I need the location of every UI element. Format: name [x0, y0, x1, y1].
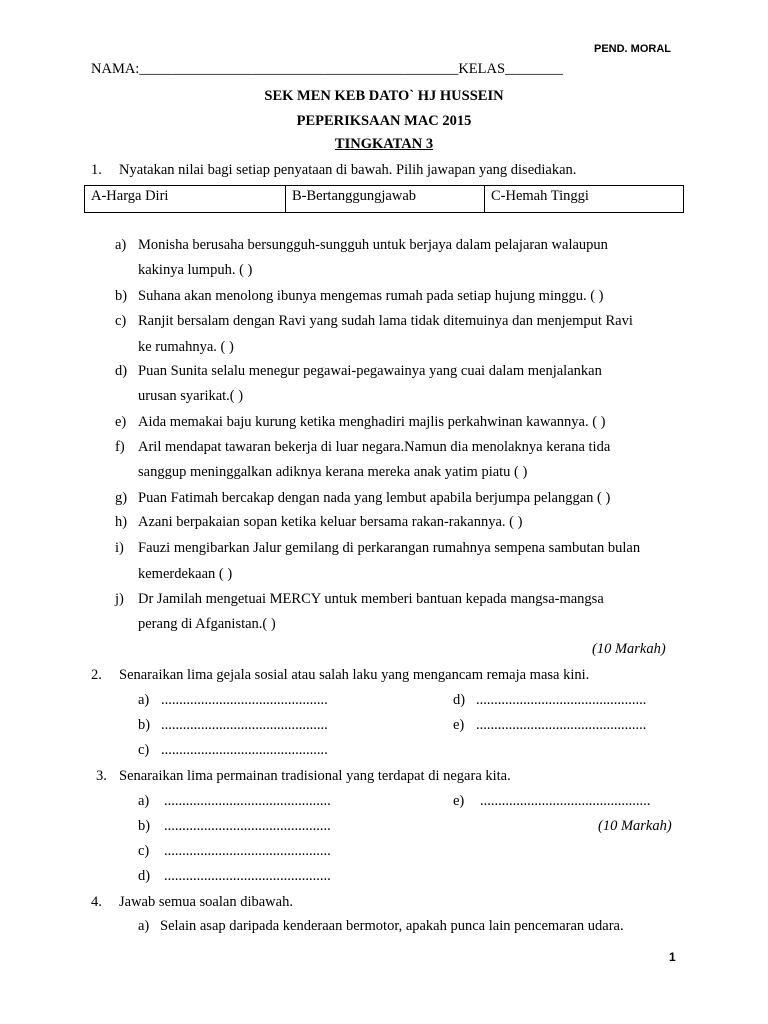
q1-item-line: Fauzi mengibarkan Jalur gemilang di perkarangan rumahnya sempena sambutan bulan	[138, 540, 641, 556]
q1-item-line: kakinya lumpuh. ( )	[138, 262, 253, 278]
q3-answer-line[interactable]: ..............................................	[164, 868, 331, 884]
q1-item-line: kemerdekaan ( )	[138, 566, 233, 582]
q1-number: 1.	[91, 162, 102, 178]
q1-item-label: b)	[115, 288, 128, 304]
q1-item-line: Ranjit bersalam dengan Ravi yang sudah lama tidak ditemuinya dan menjemput Ravi	[138, 313, 633, 329]
q2-number: 2.	[91, 667, 102, 683]
q3-answer-line[interactable]: ..............................................	[164, 793, 331, 809]
q1-item-line: Monisha berusaha bersungguh-sungguh untuk berjaya dalam pelajaran walaupun	[138, 237, 608, 253]
option-b: B-Bertanggungjawab	[286, 186, 485, 213]
q3-answer-label: e)	[453, 793, 465, 809]
q1-options-table	[84, 185, 684, 213]
q2-text: Senaraikan lima gejala sosial atau salah laku yang mengancam remaja masa kini.	[119, 667, 590, 683]
q2-answer-line[interactable]: ..............................................	[161, 692, 328, 708]
q1-marks: (10 Markah)	[592, 641, 666, 657]
q3-marks: (10 Markah)	[598, 818, 672, 834]
q1-text: Nyatakan nilai bagi setiap penyataan di bawah. Pilih jawapan yang disediakan.	[119, 162, 577, 178]
q1-item-label: h)	[115, 514, 128, 530]
q3-text: Senaraikan lima permainan tradisional yang terdapat di negara kita.	[119, 768, 511, 784]
q2-answer-label: a)	[138, 692, 150, 708]
q3-answer-label: d)	[138, 868, 151, 884]
q4-text: Jawab semua soalan dibawah.	[119, 894, 293, 910]
q1-item-label: f)	[115, 439, 125, 455]
q2-answer-line[interactable]: ...............................................	[476, 717, 647, 733]
q1-item-line: Suhana akan menolong ibunya mengemas rumah pada setiap hujung minggu. ( )	[138, 288, 604, 304]
q2-answer-line[interactable]: ...............................................	[476, 692, 647, 708]
q2-answer-line[interactable]: ..............................................	[161, 717, 328, 733]
q1-item-line: ke rumahnya. ( )	[138, 339, 234, 355]
q1-item-label: d)	[115, 363, 128, 379]
q3-answer-line[interactable]: ...............................................	[480, 793, 651, 809]
q2-answer-line[interactable]: ..............................................	[161, 742, 328, 758]
q1-item-label: a)	[115, 237, 127, 253]
q1-item-label: e)	[115, 414, 127, 430]
q2-answer-label: c)	[138, 742, 150, 758]
q1-item-line: Puan Fatimah bercakap dengan nada yang lembut apabila berjumpa pelanggan ( )	[138, 490, 611, 506]
q1-item-label: c)	[115, 313, 127, 329]
option-a: A-Harga Diri	[85, 186, 286, 213]
subject-label: PEND. MORAL	[594, 43, 671, 55]
form-title: TINGKATAN 3	[334, 136, 434, 152]
q1-item-line: Dr Jamilah mengetuai MERCY untuk memberi bantuan kepada mangsa-mangsa	[138, 591, 604, 607]
q3-answer-line[interactable]: ..............................................	[164, 818, 331, 834]
option-c: C-Hemah Tinggi	[485, 186, 684, 213]
q2-answer-label: b)	[138, 717, 151, 733]
q1-item-line: Aida memakai baju kurung ketika menghadiri majlis perkahwinan kawannya. ( )	[138, 414, 606, 430]
page-number: 1	[669, 950, 676, 964]
q3-answer-label: a)	[138, 793, 150, 809]
q1-item-line: Azani berpakaian sopan ketika keluar bersama rakan-rakannya. ( )	[138, 514, 523, 530]
q3-answer-label: c)	[138, 843, 150, 859]
q1-item-line: Puan Sunita selalu menegur pegawai-pegawainya yang cuai dalam menjalankan	[138, 363, 602, 379]
q1-item-line: Aril mendapat tawaran bekerja di luar negara.Namun dia menolaknya kerana tida	[138, 439, 611, 455]
q2-answer-label: e)	[453, 717, 465, 733]
exam-title: PEPERIKSAAN MAC 2015	[296, 113, 472, 129]
q3-answer-label: b)	[138, 818, 151, 834]
q2-answer-label: d)	[453, 692, 466, 708]
name-class-line: NAMA:____________________________________________KELAS________	[91, 61, 564, 77]
q3-answer-line[interactable]: ..............................................	[164, 843, 331, 859]
q1-item-line: urusan syarikat.( )	[138, 388, 244, 404]
q1-item-label: g)	[115, 490, 128, 506]
school-title: SEK MEN KEB DATO` HJ HUSSEIN	[264, 88, 504, 104]
q1-item-line: sanggup meninggalkan adiknya kerana mereka anak yatim piatu ( )	[138, 464, 528, 480]
q1-item-line: perang di Afganistan.( )	[138, 616, 276, 632]
q1-item-label: j)	[115, 591, 124, 607]
q4-number: 4.	[91, 894, 102, 910]
q3-number: 3.	[96, 768, 107, 784]
q4a-text: Selain asap daripada kenderaan bermotor, apakah punca lain pencemaran udara.	[160, 918, 624, 934]
q4a-label: a)	[138, 918, 150, 934]
q1-item-label: i)	[115, 540, 124, 556]
